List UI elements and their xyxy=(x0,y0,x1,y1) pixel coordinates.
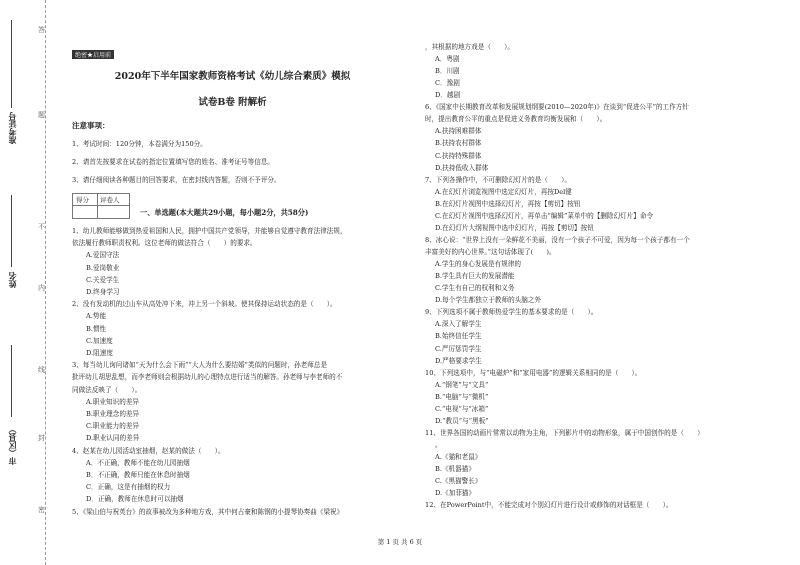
answer-option: A.在幻灯片浏览视图中选定幻灯片，再按Del键 xyxy=(435,187,572,196)
exam-id-label: 准考证号 xyxy=(7,112,17,144)
answer-option: D.“教员”与“黑板” xyxy=(435,416,489,425)
question-line: 5、《梁山伯与祝英台》的故事被改为多种地方戏，其中何占豪和陈钢的小提琴协奏曲《梁祝》 xyxy=(72,507,344,516)
answer-option: D.职业认同的差异 xyxy=(86,434,140,443)
secret-label: 绝密★启用前 xyxy=(72,50,114,59)
question-line: 12、在PowerPoint中，不能完成对个别幻灯片进行设计或修饰的对话框是（ ）。 xyxy=(425,501,673,510)
question-line: 依法履行教师职责权利。这位老师的做法符合（ ）的要求。 xyxy=(72,239,257,248)
answer-option: B.惯性 xyxy=(86,324,107,333)
question-line: 时，提出教育公平的重点是促进义务教育均衡发展和（ ）。 xyxy=(425,115,607,124)
answer-option: D．越剧 xyxy=(435,91,461,100)
page-subtitle: 试卷B卷 附解析 xyxy=(198,97,267,108)
answer-option: D.每个学生都独立于教师的头脑之外 xyxy=(435,296,542,305)
cut-char: 线 xyxy=(38,366,45,374)
question-line: 同做法反映了（ ）。 xyxy=(72,385,142,394)
answer-option: B．不正确，教师只能在休息时抽烟 xyxy=(86,471,190,479)
question-line: 6、《国家中长期教育改革和发展规划纲要(2010—2020年)》在谈到“促进公平”的工作方针 xyxy=(425,103,689,112)
question-line: 8、冰心说：“世界上没有一朵鲜花不美丽，没有一个孩子不可爱，因为每一个孩子都有一个 xyxy=(425,235,690,244)
answer-option: C．豫剧 xyxy=(435,79,460,88)
name-label: 姓名 xyxy=(7,272,17,288)
answer-option: C.《黑猫警长》 xyxy=(435,477,482,486)
question-line: 11、世界各国的动画片常常以动物为主角，下列影片中的动物形象，属于中国创作的是（ ） xyxy=(425,428,704,437)
question-line: 丰富美好的内心世界。”这句话体现了( )。 xyxy=(425,248,556,257)
cut-char: 不 xyxy=(38,223,45,231)
question-line: 4、赵某在幼儿园活动室抽烟，赵某的做法（ ）。 xyxy=(72,446,225,455)
answer-option: C.在幻灯片视图中选择幻灯片，再单击“编辑”菜单中的【删除幻灯片】命令 xyxy=(435,211,654,220)
answer-option: B．川剧 xyxy=(435,67,460,76)
cut-char: 题 xyxy=(38,111,45,119)
question-line: 7、下列各操作中，不可删除幻灯片的是（ ）。 xyxy=(425,175,571,184)
answer-option: C.扶持特殊群体 xyxy=(435,151,482,160)
cut-char: 答 xyxy=(38,26,45,34)
name-line xyxy=(11,195,12,267)
cut-char: 内 xyxy=(38,284,45,292)
answer-option: A.职业知识的差异 xyxy=(86,397,140,406)
question-line: 3、每当幼儿询问诸如“天为什么会下雨”“大人为什么要结婚”类似的问题时，孙老师总是 xyxy=(72,361,328,370)
page-footer: 第 1 页 共 6 页 xyxy=(377,538,423,546)
answer-option: A．粤剧 xyxy=(435,55,460,64)
answer-option: D.扶持低收入群体 xyxy=(435,163,489,172)
question-line: 批评幼儿胡思乱想，而李老师则会根据幼儿的心理特点进行适当的解答。孙老师与李老师的不 xyxy=(72,373,343,382)
answer-option: B.“电脑”与“微机” xyxy=(435,392,489,401)
answer-option: A.深入了解学生 xyxy=(435,320,482,329)
answer-option: B.始终信任学生 xyxy=(435,332,482,341)
answer-option: C.关爱学生 xyxy=(86,275,120,284)
answer-option: A.势能 xyxy=(86,312,107,321)
note-item: 1、考试时间：120分钟，本卷满分为150分。 xyxy=(72,140,207,148)
answer-option: B.扶持农村群体 xyxy=(435,139,482,148)
answer-option: A.“钢笔”与“文具” xyxy=(435,380,489,389)
note-item: 3、请仔细阅读各种题目的回答要求，在密封线内答题，否则不予评分。 xyxy=(72,176,281,184)
page-title: 2020年下半年国家教师资格考试《幼儿综合素质》模拟 xyxy=(114,71,351,82)
district-label: 市（区县） xyxy=(7,425,17,465)
answer-option: C.“电视”与“冰箱” xyxy=(435,404,489,413)
answer-option: B.《机器猫》 xyxy=(435,465,475,474)
answer-option: B.爱岗敬业 xyxy=(86,263,120,272)
score-box xyxy=(72,193,130,219)
answer-option: D.严格要求学生 xyxy=(435,356,482,365)
answer-option: A.扶持困难群体 xyxy=(435,127,482,136)
answer-option: B.职业理念的差异 xyxy=(86,410,140,418)
answer-option: C.加速度 xyxy=(86,336,113,345)
district-line xyxy=(11,345,12,417)
cut-char: 密 xyxy=(38,506,45,514)
answer-option: D.阻速度 xyxy=(86,349,113,357)
cut-char: 封 xyxy=(38,434,45,442)
answer-option: D.在幻灯片大纲视图中选中幻灯片，再按【剪切】按钮 xyxy=(435,223,594,232)
question-line: 9、下列选项不属于教师热爱学生的基本要求的是（ ）。 xyxy=(425,308,598,317)
answer-option: C.职业能力的差异 xyxy=(86,422,140,431)
question-line: 1、幼儿教师能够做到热爱祖国和人民，拥护中国共产党领导，并能够自觉遵守教育法律法规， xyxy=(72,227,347,235)
answer-option: A．不正确，教师不能在幼儿园抽烟 xyxy=(86,458,190,467)
seal-line xyxy=(45,0,46,565)
binding-margin xyxy=(0,0,58,565)
answer-option: C.学生有自己的权利和义务 xyxy=(435,284,515,293)
answer-option: D．正确，教师在休息时可以抽烟 xyxy=(86,495,184,504)
exam-id-line xyxy=(11,20,12,108)
answer-option: D.终身学习 xyxy=(86,288,120,296)
question-line: 10、下列选项中，与“电磁炉”和“家用电器”的逻辑关系相同的是（ ）。 xyxy=(425,368,642,377)
answer-option: A.学生的身心发展是有规律的 xyxy=(435,260,521,269)
answer-option: C.严厉惩罚学生 xyxy=(435,344,482,353)
note-item: 2、请首先按要求在试卷的指定位置填写您的姓名、准考证号等信息。 xyxy=(72,158,275,166)
answer-option: D.《加菲猫》 xyxy=(435,489,476,498)
section-title: 一、单选题(本大题共29小题，每小题2分，共58分) xyxy=(140,208,309,217)
answer-option: B.在幻灯片视图中选择幻灯片，再按【剪切】按钮 xyxy=(435,199,581,208)
answer-option: C．正确，这是有抽烟的权力 xyxy=(86,483,171,492)
answer-option: A.《猫和老鼠》 xyxy=(435,453,482,462)
score-label: 得分 xyxy=(76,196,89,204)
question-line: 2、没有发动机的过山车从高处冲下来，冲上另一个斜坡。使其保持运动状态的是（ ）。 xyxy=(72,300,337,309)
answer-option: B.学生具有巨大的发展潜能 xyxy=(435,272,515,281)
answer-option: 。 xyxy=(435,440,442,449)
grader-label: 评卷人 xyxy=(100,196,120,204)
notes-heading: 注意事项： xyxy=(72,121,110,130)
answer-option: A.爱国守法 xyxy=(86,251,120,260)
question-line: ，其根据的地方戏是（ ）。 xyxy=(425,43,515,51)
